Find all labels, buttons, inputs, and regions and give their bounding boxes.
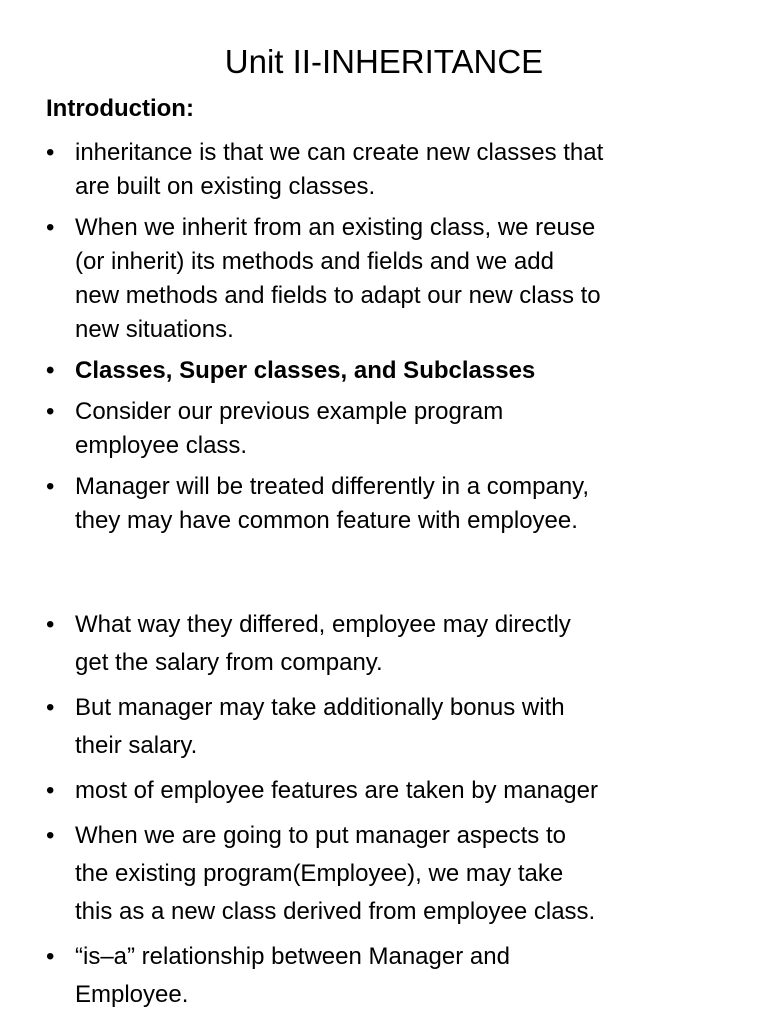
bullet-icon: • — [46, 611, 55, 638]
bullet-icon: • — [46, 777, 55, 804]
bullet-text-line: But manager may take additionally bonus with — [75, 694, 565, 721]
bullet-text-line: When we are going to put manager aspects to — [75, 822, 566, 849]
bullet-icon: • — [46, 398, 55, 425]
bullet-text-line: Employee. — [75, 981, 189, 1008]
bullet-item — [46, 817, 746, 931]
bullet-item — [46, 606, 746, 682]
bullet-text-line: get the salary from company. — [75, 649, 383, 676]
bullet-item — [46, 395, 746, 463]
bullet-text-line: When we inherit from an existing class, we reuse — [75, 214, 596, 241]
bullet-text-line: they may have common feature with employee. — [75, 507, 578, 534]
bullet-text-line: employee class. — [75, 432, 248, 459]
bullet-text-line: Manager will be treated differently in a company, — [75, 473, 590, 500]
bullet-item — [46, 689, 746, 765]
bullet-icon: • — [46, 357, 55, 384]
bullet-icon: • — [46, 139, 55, 166]
bullet-item-subheading — [46, 354, 746, 388]
section-heading: Introduction: — [46, 95, 194, 122]
slide-title: Unit II-INHERITANCE — [224, 43, 544, 80]
bullet-icon: • — [46, 214, 55, 241]
bullet-icon: • — [46, 822, 55, 849]
bullet-text-line: are built on existing classes. — [75, 173, 376, 200]
bullet-text-line: (or inherit) its methods and fields and we add — [75, 248, 554, 275]
bullet-icon: • — [46, 694, 55, 721]
bullet-text-line: Consider our previous example program — [75, 398, 504, 425]
bullet-text-line: new methods and fields to adapt our new class to — [75, 282, 601, 309]
bullet-text-line: new situations. — [75, 316, 234, 343]
slide-2 — [0, 560, 768, 1024]
bullet-icon: • — [46, 473, 55, 500]
bullet-item — [46, 938, 746, 1014]
bullet-item — [46, 470, 746, 538]
bullet-text-line: this as a new class derived from employee class. — [75, 898, 596, 925]
bullet-text-line: inheritance is that we can create new classes that — [75, 139, 604, 166]
bullet-icon: • — [46, 943, 55, 970]
bullet-list — [46, 136, 746, 545]
bullet-text-line: What way they differed, employee may directly — [75, 611, 571, 638]
bullet-text-line: the existing program(Employee), we may take — [75, 860, 564, 887]
bullet-item — [46, 211, 746, 347]
bullet-text-line: their salary. — [75, 732, 198, 759]
bullet-text-line: Classes, Super classes, and Subclasses — [75, 357, 536, 384]
bullet-text-line: most of employee features are taken by manager — [75, 777, 598, 804]
bullet-item — [46, 772, 746, 810]
bullet-item — [46, 136, 746, 204]
bullet-text-line: “is–a” relationship between Manager and — [75, 943, 510, 970]
bullet-list — [46, 606, 746, 1021]
